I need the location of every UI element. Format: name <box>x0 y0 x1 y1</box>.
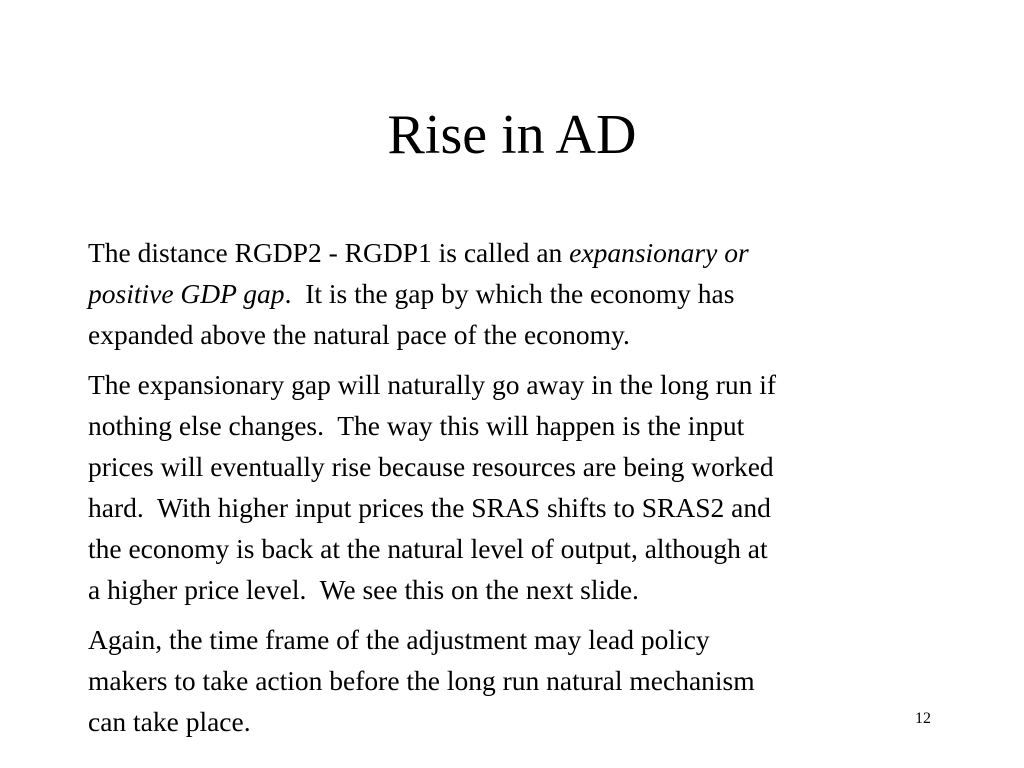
text-line: The expansionary gap will naturally go away in the long run if <box>88 369 777 400</box>
slide-title: Rise in AD <box>387 104 637 166</box>
text-line: a higher price level. We see this on the next slide. <box>88 574 639 605</box>
text-line: hard. With higher input prices the SRAS shifts to SRAS2 and <box>88 492 771 523</box>
text-line: the economy is back at the natural level of output, although at <box>88 533 768 564</box>
page-number: 12 <box>915 710 931 727</box>
text-line: nothing else changes. The way this will happen is the input <box>88 410 745 441</box>
text-line: Again, the time frame of the adjustment may lead policy <box>88 624 710 655</box>
slide-body <box>88 232 948 751</box>
paragraph-long-run-adjustment <box>88 364 948 610</box>
italic-term: positive GDP gap <box>88 278 285 309</box>
paragraph-policy-action <box>88 619 948 742</box>
text-line: can take place. <box>88 706 251 737</box>
paragraph-expansionary-gap-definition <box>88 232 948 355</box>
text-line: makers to take action before the long run natural mechanism <box>88 665 755 696</box>
text-line: positive GDP gap. It is the gap by which the economy has <box>88 278 735 309</box>
text-line: expanded above the natural pace of the economy. <box>88 319 630 350</box>
italic-term: expansionary or <box>569 237 749 268</box>
text-line: The distance RGDP2 - RGDP1 is called an expansionary or <box>88 237 749 268</box>
text-line: prices will eventually rise because resources are being worked <box>88 451 774 482</box>
